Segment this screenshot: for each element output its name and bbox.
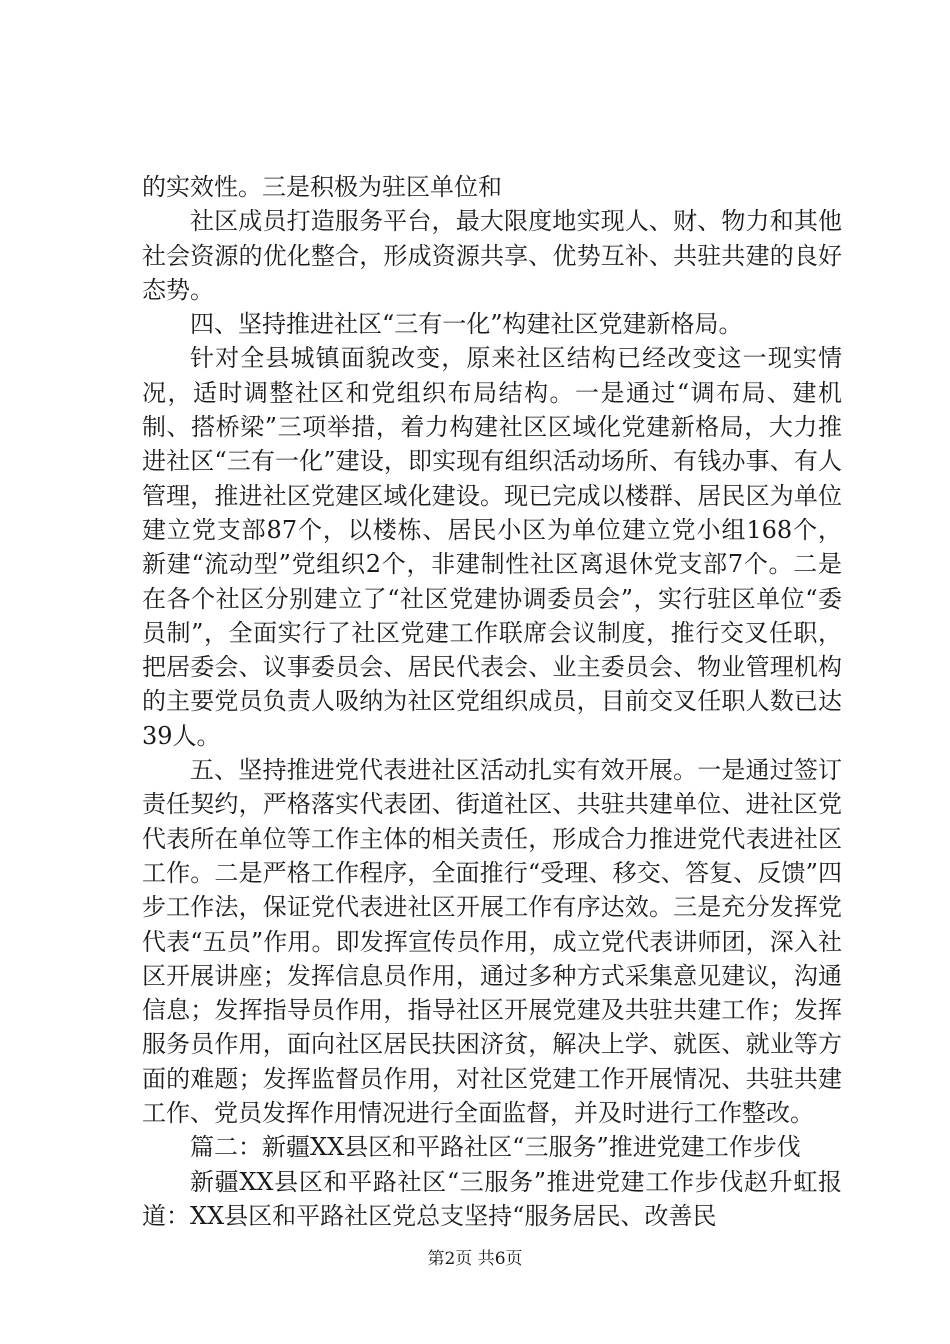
section-heading-four: 四、坚持推进社区“三有一化”构建社区党建新格局。 [190,310,743,339]
paragraph-continuation: 的实效性。三是积极为驻区单位和 [142,173,502,201]
paragraph-service-platform: 社区成员打造服务平台，最大限度地实现人、财、物力和其他社会资源的优化整合，形成资源共享、优势互补、共驻共建的良好态势。 [142,207,842,304]
paragraph-community-structure: 针对全县城镇面貌改变，原来社区结构已经改变这一现实情况，适时调整社区和党组织布局结构。一是通过“调布局、建机制、搭桥梁”三项举措，着力构建社区区域化党建新格局，大力推进社区“三有一化”建设，即实现有组织活动场所、有钱办事、有人管理，推进社区党建区域化建设。现已完成以楼群、居民区为单位建立党支部87个，以楼栋、居民小区为单位建立党小组168个，新建“流动型”党组织2个，非建制性社区离退休党支部7个。二是在各个社区分别建立了“社区党建协调委员会”，实行驻区单位“委员制”，全面实行了社区党建工作联席会议制度，推行交叉任职，把居委会、议事委员会、居民代表会、业主委员会、物业管理机构的主要党员负责人吸纳为社区党组织成员，目前交叉任职人数已达39人。 [142,344,842,750]
page-number-footer: 第2页 共6页 [427,1249,523,1269]
paragraph-section-five: 五、坚持推进党代表进社区活动扎实有效开展。一是通过签订责任契约，严格落实代表团、街道社区、共驻共建单位、进社区党代表所在单位等工作主体的相关责任，形成合力推进党代表进社区工作。二是严格工作程序，全面推行“受理、移交、答复、反馈”四步工作法，保证党代表进社区开展工作有序达效。三是充分发挥党代表“五员”作用。即发挥宣传员作用，成立党代表讲师团，深入社区开展讲座；发挥信息员作用，通过多种方式采集意见建议，沟通信息；发挥指导员作用，指导社区开展党建及共驻共建工作；发挥服务员作用，面向社区居民扶困济贫，解决上学、就医、就业等方面的难题；发挥监督员作用，对社区党建工作开展情况、共驻共建工作、党员发挥作用情况进行全面监督，并及时进行工作整改。 [142,756,842,1128]
article-two-title: 篇二：新疆XX县区和平路社区“三服务”推进党建工作步伐 [190,1133,801,1162]
paragraph-article-two-intro: 新疆XX县区和平路社区“三服务”推进党建工作步伐赵升虹报道：XX县区和平路社区党总支坚持“服务居民、改善民 [142,1167,842,1230]
document-body [142,170,842,1233]
